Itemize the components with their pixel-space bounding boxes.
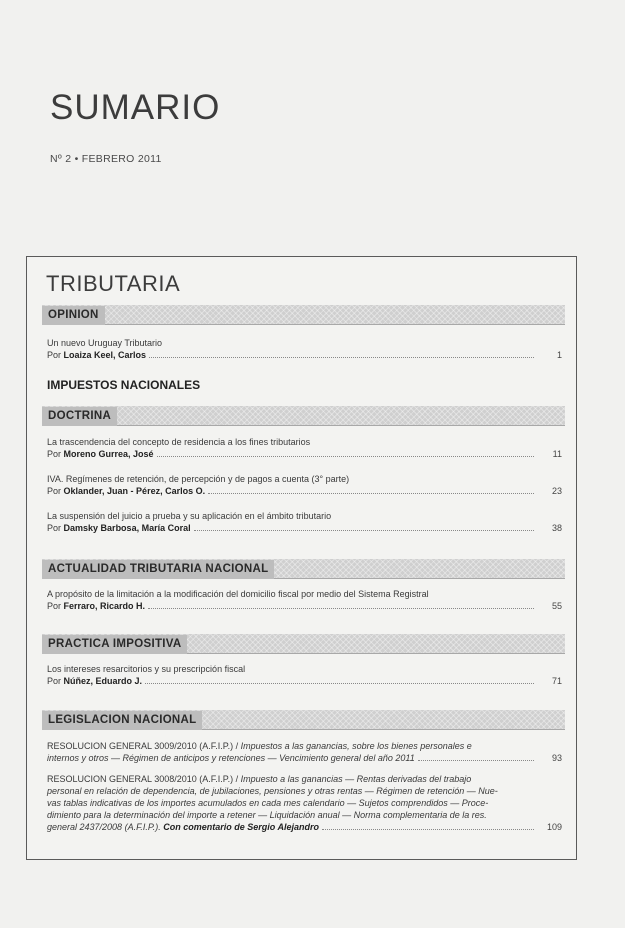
leader-dots (145, 683, 534, 684)
toc-entry[interactable] (47, 740, 562, 764)
entry-author: Loaiza Keel, Carlos (63, 350, 147, 360)
toc-entry[interactable] (47, 337, 562, 361)
entry-title: IVA. Regímenes de retención, de percepción y de pagos a cuenta (3° parte) (47, 474, 350, 484)
entry-description: vas tablas indicativas de los importes acumulados en cada mes calendario — Sujetos comprendidos — Proce- (47, 798, 489, 808)
entry-page: 55 (551, 601, 562, 611)
entry-title: Los intereses resarcitorios y su prescripción fiscal (47, 664, 246, 674)
entry-description: personal en relación de dependencia, de jubilaciones, pensiones y otras rentas — Régimen de retención — Nue- (47, 786, 498, 796)
entry-title: La trascendencia del concepto de residencia a los fines tributarios (47, 437, 311, 447)
section-bar-doctrina (42, 406, 565, 426)
toc-entry[interactable] (47, 773, 562, 833)
contents-box (26, 256, 577, 860)
entry-description: internos y otros — Régimen de anticipos y retenciones — Vencimiento general del año 2011 (47, 753, 415, 763)
leader-dots (322, 829, 534, 830)
section-bar-practica (42, 634, 565, 654)
entry-author: Núñez, Eduardo J. (63, 676, 143, 686)
section-label-legislacion: LEGISLACION NACIONAL (42, 711, 202, 730)
entry-description: Impuestos a las ganancias, sobre los bienes personales e (240, 741, 472, 751)
section-bar-actualidad (42, 559, 565, 579)
entry-description: dimiento para la determinación del importe a retener — Liquidación anual — Norma complementaria de la res. (47, 810, 487, 820)
entry-author: Damsky Barbosa, María Coral (63, 523, 191, 533)
section-bar-opinion (42, 305, 565, 325)
entry-page: 1 (556, 350, 562, 360)
entry-author: Oklander, Juan - Pérez, Carlos O. (63, 486, 206, 496)
leader-dots (208, 493, 534, 494)
entry-page: 23 (551, 486, 562, 496)
leader-dots (194, 530, 534, 531)
toc-entry[interactable] (47, 663, 562, 687)
leader-dots (149, 357, 534, 358)
entry-by: Por (47, 676, 62, 686)
entry-page: 109 (546, 822, 562, 832)
entry-description: Impuesto a las ganancias — Rentas derivadas del trabajo (240, 774, 472, 784)
page-title: SUMARIO (50, 88, 221, 127)
entry-title: La suspensión del juicio a prueba y su aplicación en el ámbito tributario (47, 511, 332, 521)
entry-by: Por (47, 523, 62, 533)
issue-line: Nº 2 • FEBRERO 2011 (50, 153, 162, 165)
entry-comment: Con comentario de Sergio Alejandro (163, 822, 319, 832)
entry-page: 38 (551, 523, 562, 533)
subheading-impuestos: IMPUESTOS NACIONALES (47, 378, 201, 392)
entry-page: 71 (551, 676, 562, 686)
section-title: TRIBUTARIA (46, 271, 181, 296)
entry-by: Por (47, 449, 62, 459)
section-bar-legislacion (42, 710, 565, 730)
section-label-doctrina: DOCTRINA (42, 407, 117, 426)
entry-author: Ferraro, Ricardo H. (63, 601, 146, 611)
entry-title: Un nuevo Uruguay Tributario (47, 338, 163, 348)
entry-description: general 2437/2008 (A.F.I.P.). (47, 822, 161, 832)
toc-entry[interactable] (47, 510, 562, 534)
leader-dots (418, 760, 534, 761)
entry-page: 93 (551, 753, 562, 763)
entry-by: Por (47, 486, 62, 496)
toc-entry[interactable] (47, 588, 562, 612)
leader-dots (157, 456, 534, 457)
leader-dots (148, 608, 534, 609)
entry-lead: RESOLUCION GENERAL 3009/2010 (A.F.I.P.) / (47, 741, 239, 751)
entry-title: A propósito de la limitación a la modificación del domicilio fiscal por medio del Sistema Registral (47, 589, 429, 599)
entry-by: Por (47, 601, 62, 611)
toc-entry[interactable] (47, 473, 562, 497)
toc-entry[interactable] (47, 436, 562, 460)
entry-by: Por (47, 350, 62, 360)
entry-page: 11 (552, 449, 562, 459)
entry-lead: RESOLUCION GENERAL 3008/2010 (A.F.I.P.) / (47, 774, 239, 784)
section-label-practica: PRACTICA IMPOSITIVA (42, 635, 187, 654)
entry-author: Moreno Gurrea, José (63, 449, 154, 459)
section-label-actualidad: ACTUALIDAD TRIBUTARIA NACIONAL (42, 560, 274, 579)
section-label-opinion: OPINION (42, 306, 105, 325)
